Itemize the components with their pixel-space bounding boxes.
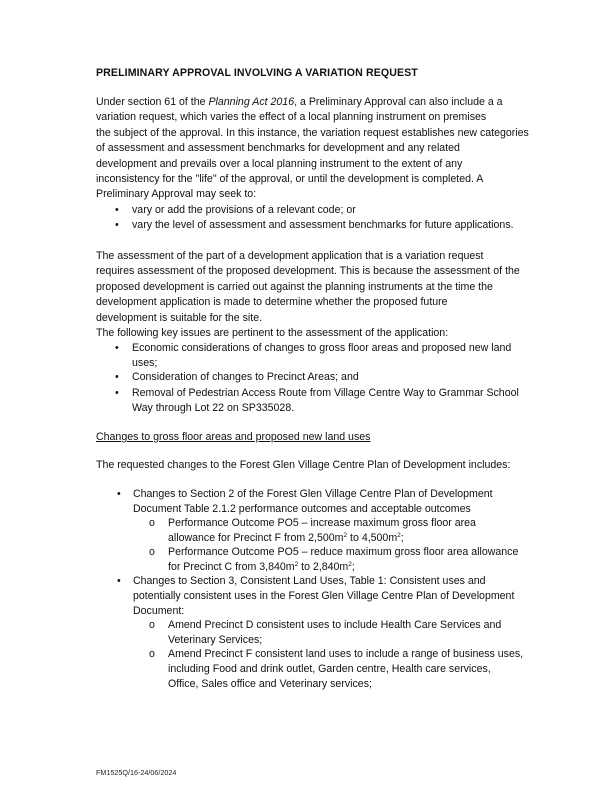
list-item-text: potentially consistent uses in the Forest Glen Village Centre Plan of Development bbox=[133, 590, 515, 602]
list-item-text: uses; bbox=[132, 357, 158, 369]
paragraph-line: development is suitable for the site. bbox=[96, 311, 263, 324]
intro-line: development and prevails over a local planning instrument to the extent of any bbox=[96, 157, 463, 170]
list-item-text: vary the level of assessment and assessment benchmarks for future applications. bbox=[132, 219, 514, 231]
bullet-marker: • bbox=[117, 575, 121, 587]
list-item bbox=[0, 386, 600, 417]
bullet-marker: • bbox=[115, 371, 119, 383]
intro-line: of assessment and assessment benchmarks for development and any related bbox=[96, 142, 460, 155]
list-item-text: Changes to Section 2 of the Forest Glen Village Centre Plan of Development bbox=[133, 488, 493, 500]
list-item bbox=[0, 341, 600, 372]
list-item bbox=[0, 203, 600, 219]
list-item-text: allowance for Precinct F from $2,500m^2$ to $4,500m^2$; bbox=[168, 532, 404, 544]
list-item-text: Document Table 2.1.2 performance outcomes and acceptable outcomes bbox=[133, 503, 471, 515]
list-item-text: Veterinary Services; bbox=[168, 634, 263, 646]
subheading-text: Changes to gross floor areas and proposed new land uses bbox=[96, 431, 371, 443]
document-footer-code: FM1525Q/16-24/06/2024 bbox=[96, 768, 177, 777]
bullet-marker: • bbox=[115, 219, 119, 231]
bullet-marker: • bbox=[115, 387, 119, 399]
list-item-text: for Precinct C from $3,840m^2$ to $2,840m^2$; bbox=[168, 561, 355, 573]
paragraph-line: proposed development is carried out against the planning instruments at the time the bbox=[96, 280, 493, 293]
list-item-text: Document: bbox=[133, 605, 185, 617]
list-item-text: vary or add the provisions of a relevant code; or bbox=[132, 204, 356, 216]
paragraph-line: The assessment of the part of a development application that is a variation request bbox=[96, 250, 484, 262]
sub-bullet-marker: o bbox=[149, 648, 155, 660]
paragraph-line: The requested changes to the Forest Glen Village Centre Plan of Development includes: bbox=[96, 459, 511, 471]
list-item bbox=[0, 487, 600, 518]
list-item-text: Amend Precinct F consistent land uses to include a range of business uses, bbox=[168, 648, 524, 660]
list-item bbox=[0, 370, 600, 386]
section-subheading bbox=[96, 430, 536, 445]
intro-text: , a Preliminary Approval can also include a a bbox=[294, 96, 503, 108]
bullet-marker: • bbox=[115, 204, 119, 216]
sub-list-item bbox=[0, 516, 600, 547]
bullet-marker: • bbox=[117, 488, 121, 500]
intro-text: Under section 61 of the bbox=[96, 96, 209, 108]
page-heading: PRELIMINARY APPROVAL INVOLVING A VARIATION REQUEST bbox=[96, 67, 418, 79]
sub-bullet-marker: o bbox=[149, 517, 155, 529]
assessment-paragraph bbox=[96, 249, 536, 326]
list-item-text: Removal of Pedestrian Access Route from Village Centre Way to Grammar School bbox=[132, 387, 519, 399]
list-item-text: Economic considerations of changes to gross floor areas and proposed new land bbox=[132, 342, 512, 354]
changes-intro bbox=[96, 458, 536, 473]
list-item-text: Changes to Section 3, Consistent Land Uses, Table 1: Consistent uses and bbox=[133, 575, 486, 587]
key-issues-intro bbox=[96, 326, 536, 341]
paragraph-line: requires assessment of the proposed development. This is because the assessment of the bbox=[96, 265, 520, 278]
intro-line: the subject of the approval. In this instance, the variation request establishes new categories bbox=[96, 126, 529, 139]
list-item-text: Performance Outcome PO5 – increase maximum gross floor area bbox=[168, 517, 476, 529]
intro-line: Preliminary Approval may seek to: bbox=[96, 188, 257, 201]
list-item-text: Office, Sales office and Veterinary services; bbox=[168, 678, 372, 690]
list-item bbox=[0, 218, 600, 234]
list-item-text: including Food and drink outlet, Garden centre, Health care services, bbox=[168, 663, 491, 675]
sub-list-item bbox=[0, 647, 600, 693]
list-item-text: Consideration of changes to Precinct Areas; and bbox=[132, 371, 359, 383]
list-item-text: Way through Lot 22 on SP335028. bbox=[132, 402, 295, 414]
paragraph-line: development application is made to determine whether the proposed future bbox=[96, 296, 448, 309]
paragraph-line: The following key issues are pertinent to the assessment of the application: bbox=[96, 327, 449, 339]
act-name: Planning Act 2016 bbox=[208, 96, 295, 108]
list-item-text: Performance Outcome PO5 – reduce maximum gross floor area allowance bbox=[168, 546, 519, 558]
sub-bullet-marker: o bbox=[149, 619, 155, 631]
list-item bbox=[0, 574, 600, 620]
sub-list-item bbox=[0, 618, 600, 649]
sub-bullet-marker: o bbox=[149, 546, 155, 558]
sub-list-item bbox=[0, 545, 600, 576]
intro-line: inconsistency for the "life" of the approval, or until the development is completed. A bbox=[96, 172, 484, 185]
intro-line: variation request, which varies the effect of a local planning instrument on premises bbox=[96, 111, 487, 124]
list-item-text: Amend Precinct D consistent uses to include Health Care Services and bbox=[168, 619, 502, 631]
intro-paragraph bbox=[96, 95, 536, 203]
bullet-marker: • bbox=[115, 342, 119, 354]
